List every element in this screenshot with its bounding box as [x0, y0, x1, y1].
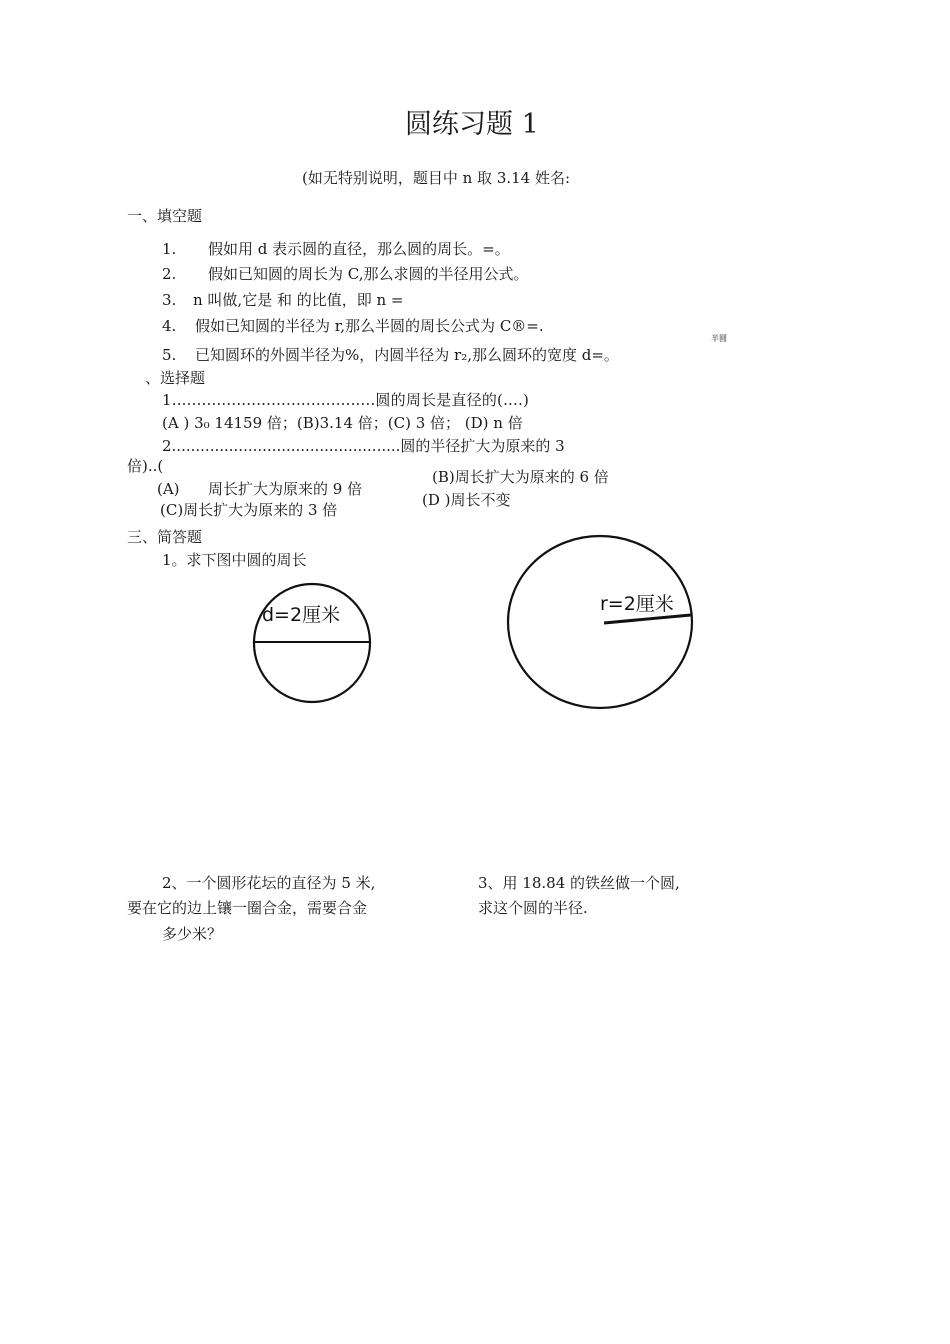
fill-item-text-2: 假如已知圆的周长为 C,那么求圆的半径用公式。 [208, 265, 529, 283]
choice-q2-continuation: 倍)..( [127, 457, 164, 475]
fill-item-text-1: 假如用 d 表示圆的直径，那么圆的周长。=。 [208, 240, 510, 258]
short-q2-line3: 多少米？ [162, 925, 223, 943]
choice-q2-option-a-letter: (A) [157, 480, 180, 498]
fill-item-num-5: 5. [162, 346, 177, 364]
choice-q1-options: (A ) 3₀ 14159 倍；(B)3.14 倍；(C) 3 倍； (D) n 倍 [162, 414, 523, 432]
fill-item-num-1: 1. [162, 240, 177, 258]
short-q1: 1。求下图中圆的周长 [162, 551, 307, 569]
section-heading-short-answer: 三、简答题 [127, 528, 203, 546]
figure-circle-diameter [254, 584, 370, 702]
choice-q2-option-c: (C)周长扩大为原来的 3 倍 [160, 501, 338, 519]
choice-q2-option-d: (D )周长不变 [422, 491, 511, 509]
short-q3-line1: 3、用 18.84 的铁丝做一个圆, [478, 874, 680, 892]
short-q3-line2: 求这个圆的半径. [478, 899, 588, 917]
subtitle-instructions: (如无特别说明，题目中 n 取 3.14 姓名: [302, 169, 571, 187]
choice-q2-option-a-text: 周长扩大为原来的 9 倍 [208, 480, 363, 498]
radius-label: r=2厘米 [600, 593, 674, 615]
figure-circle-radius [508, 536, 692, 708]
section-heading-choice: 、选择题 [145, 369, 206, 387]
choice-q1-stem: 1.........................................圆的周长是直径的(....) [162, 391, 530, 409]
fill-item-text-5: 已知圆环的外圆半径为%，内圆半径为 r₂,那么圆环的宽度 d=。 [195, 346, 619, 364]
side-note-semicircle: 半圆 [711, 334, 727, 343]
section-heading-fill-blank: 一、填空题 [127, 207, 203, 225]
choice-q2-stem: 2................................................圆的半径扩大为原来的 3 [162, 437, 565, 455]
short-q2-line2: 要在它的边上镶一圈合金，需要合金 [127, 899, 368, 917]
fill-item-num-3: 3. [162, 291, 177, 309]
fill-item-text-3: n 叫做,它是 和 的比值，即 n = [193, 291, 404, 309]
fill-item-num-4: 4. [162, 317, 177, 335]
short-q2-line1: 2、一个圆形花坛的直径为 5 米, [162, 874, 376, 892]
fill-item-num-2: 2. [162, 265, 177, 283]
page-title: 圆练习题 1 [405, 109, 539, 140]
fill-item-text-4: 假如已知圆的半径为 r,那么半圆的周长公式为 C®=. [195, 317, 544, 335]
radius-line [604, 615, 691, 623]
diameter-label: d=2厘米 [262, 604, 341, 626]
choice-q2-option-b: (B)周长扩大为原来的 6 倍 [432, 468, 609, 486]
